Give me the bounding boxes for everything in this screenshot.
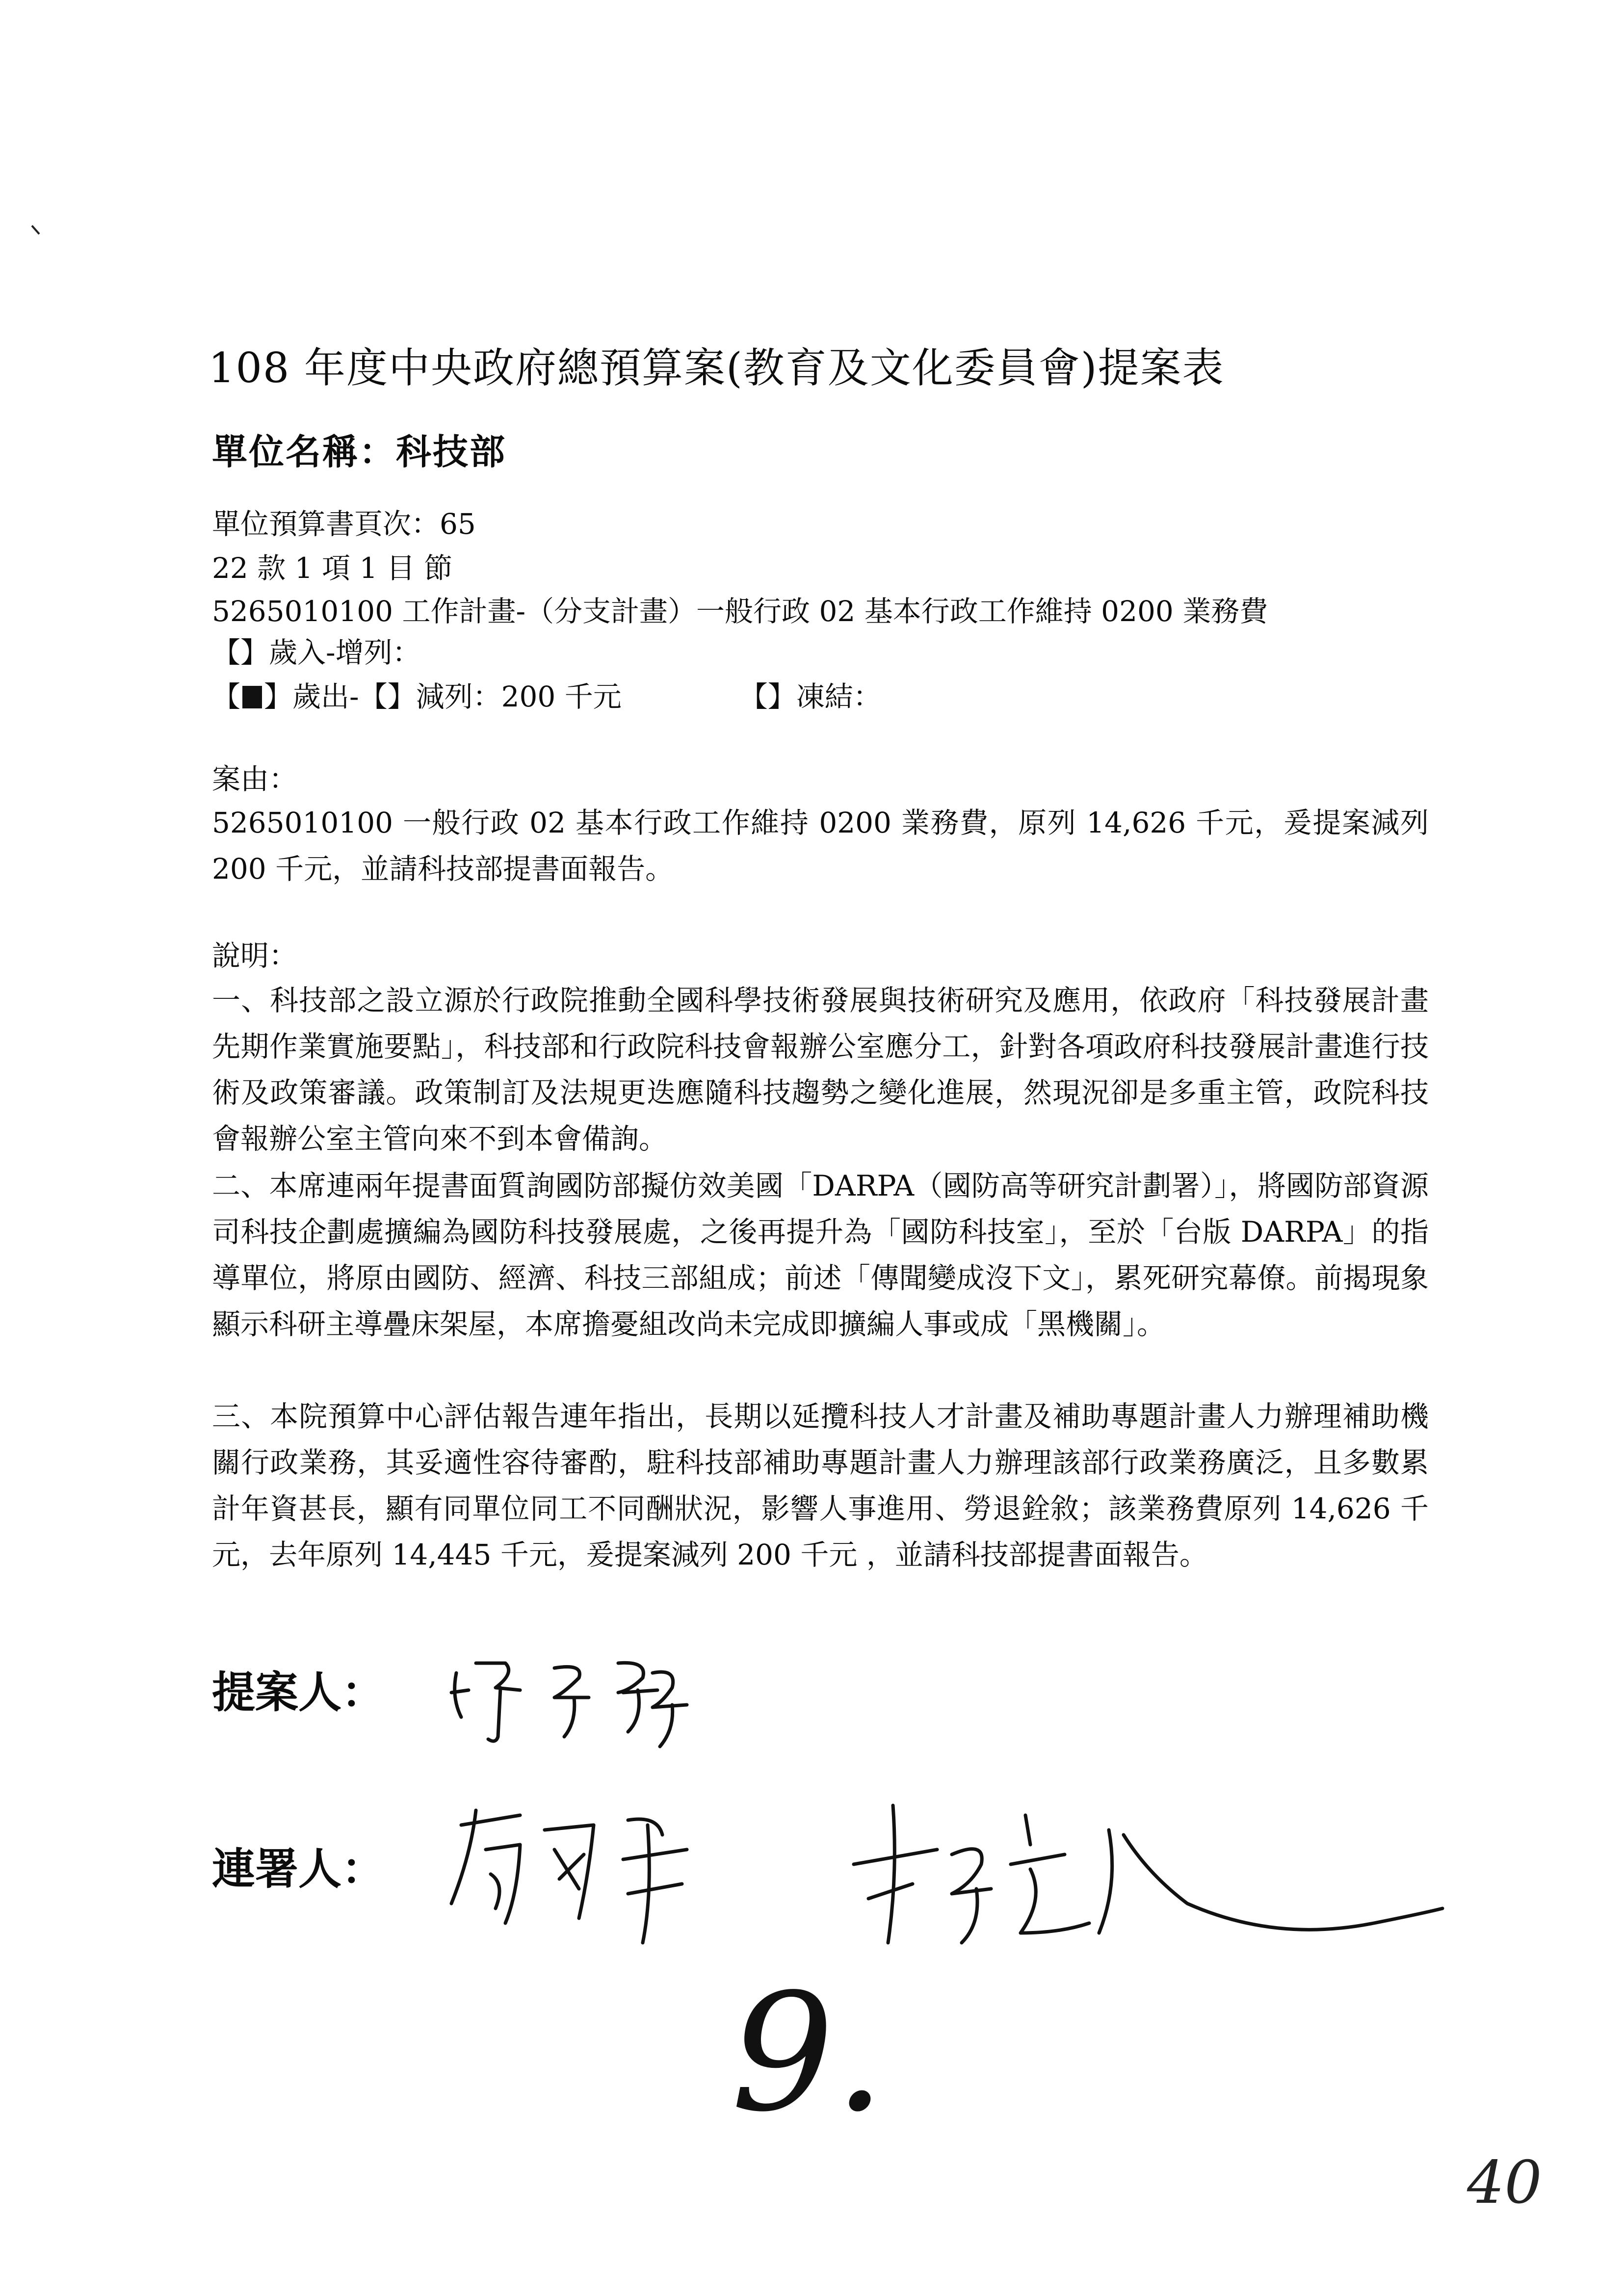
- checked-box-icon: [242, 686, 262, 708]
- checkbox-bracket-open: 【: [212, 680, 241, 713]
- freeze-label: 【】凍結：: [739, 680, 882, 713]
- checkbox-bracket-close: 】: [264, 680, 293, 713]
- scan-mark: [29, 223, 44, 238]
- unit-name: 單位名稱：科技部: [212, 431, 507, 472]
- explanation-label: 說明：: [212, 939, 298, 972]
- page-number: 40: [1467, 2149, 1542, 2217]
- handwritten-number: 9.: [731, 1959, 886, 2147]
- proposer-label: 提案人：: [212, 1667, 385, 1718]
- section-line: 22 款 1 項 1 目 節: [212, 551, 453, 585]
- cosigner-signature-1: [432, 1796, 736, 1957]
- cause-label: 案由：: [212, 762, 298, 796]
- expenditure-label: 歲出-【】減列：200 千元: [292, 680, 622, 713]
- revenue-line: 【】歲入-增列：: [212, 636, 421, 669]
- cosigner-signature-2: [834, 1786, 1472, 1962]
- plan-line: 5265010100 工作計畫-（分支計畫）一般行政 02 基本行政工作維持 0200 業務費: [212, 595, 1268, 628]
- page-title: 108 年度中央政府總預算案(教育及文化委員會)提案表: [209, 344, 1225, 392]
- cosigner-label: 連署人：: [212, 1843, 385, 1894]
- proposer-signature: [442, 1644, 746, 1756]
- explanation-item-1: 一、科技部之設立源於行政院推動全國科學技術發展與技術研究及應用，依政府「科技發展計畫先期作業實施要點」，科技部和行政院科技會報辦公室應分工，針對各項政府科技發展計畫進行技術及政策審議。政策制訂及法規更迭應隨科技趨勢之變化進展，然現況卻是多重主管，政院科技會報辦公室主管向來不到本會備詢。: [212, 984, 1429, 1155]
- explanation-item-2: 二、本席連兩年提書面質詢國防部擬仿效美國「DARPA（國防高等研究計劃署）」，將國防部資源司科技企劃處擴編為國防科技發展處，之後再提升為「國防科技室」，至於「台版 DARPA」的指導單位，將原由國防、經濟、科技三部組成；前述「傳聞變成沒下文」，累死研究幕僚。前揭現象顯示科研主導疊床架屋，本席擔憂組改尚未完成即擴編人事或成「黑機關」。: [212, 1169, 1429, 1341]
- cause-text: 5265010100 一般行政 02 基本行政工作維持 0200 業務費，原列 14,626 千元，爰提案減列 200 千元，並請科技部提書面報告。: [212, 806, 1429, 886]
- expenditure-line: [212, 673, 882, 720]
- explanation-item-3: 三、本院預算中心評估報告連年指出，長期以延攬科技人才計畫及補助專題計畫人力辦理補助機關行政業務，其妥適性容待審酌，駐科技部補助專題計畫人力辦理該部行政業務廣泛，且多數累計年資甚長，顯有同單位同工不同酬狀況，影響人事進用、勞退銓敘；該業務費原列 14,626 千元，去年原列 14,445 千元，爰提案減列 200 千元 ，並請科技部提書面報告。: [212, 1400, 1429, 1571]
- budget-page: 單位預算書頁次：65: [212, 507, 476, 541]
